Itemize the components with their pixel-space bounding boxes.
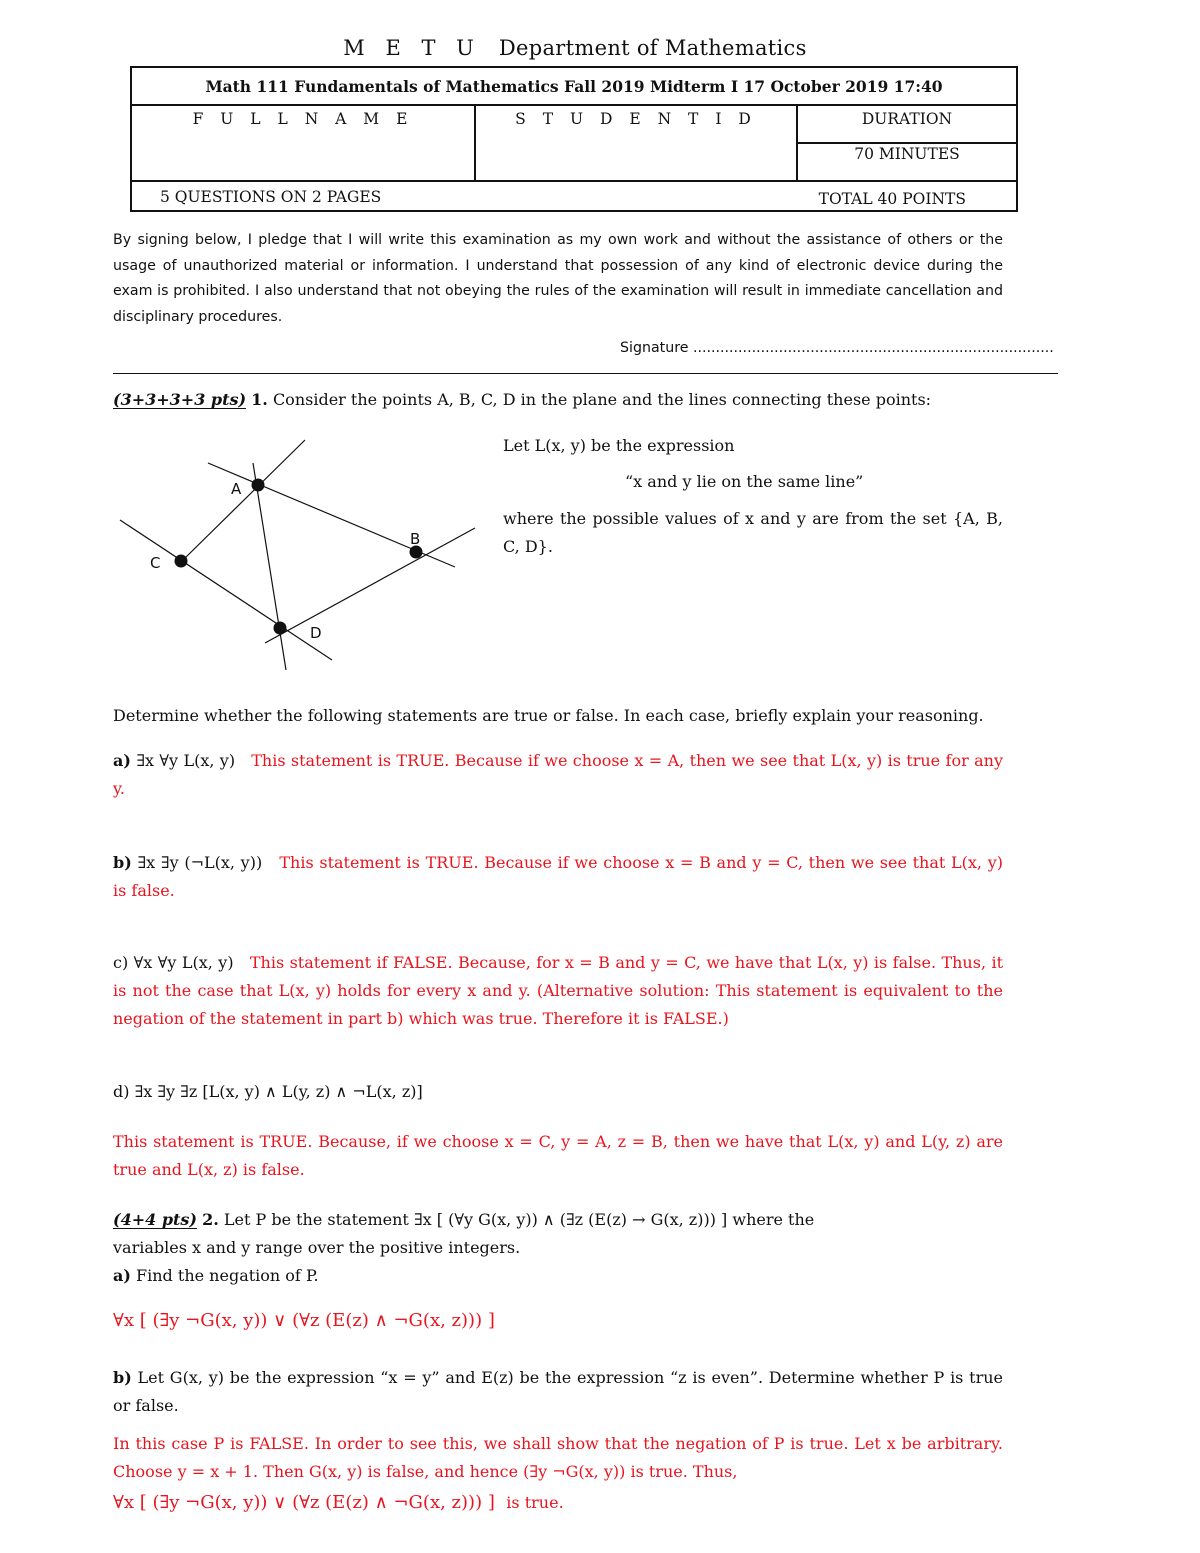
part-1b-statement: ∃x ∃y (¬L(x, y)) bbox=[137, 853, 263, 872]
line-ac bbox=[183, 440, 305, 560]
part-1c bbox=[113, 949, 1003, 1033]
label-a: A bbox=[231, 480, 242, 498]
honor-pledge: By signing below, I pledge that I will write this examination as my own work and without the assistance of others or the usage of unauthorized material or information. I understand that possession of any kind of electronic device during the exam is prohibited. I also understand that not obeying the rules of the examination will result in immediate cancellation and disciplinary procedures. bbox=[113, 232, 1003, 325]
part-2b-question: Let G(x, y) be the expression “x = y” and E(z) be the expression “z is even”. Determine whether P is true or false. bbox=[113, 1368, 1004, 1415]
part-1c-label: c) bbox=[113, 953, 129, 972]
duration-divider bbox=[798, 142, 1016, 144]
question-2-text-start: Let P be the statement bbox=[223, 1210, 409, 1229]
full-name-label: F U L L N A M E bbox=[192, 110, 414, 128]
questions-info: 5 QUESTIONS ON 2 PAGES bbox=[160, 188, 382, 206]
question-2-points: (4+4 pts) bbox=[113, 1210, 197, 1229]
part-1c-statement: ∀x ∀y L(x, y) bbox=[133, 953, 234, 972]
part-1d-answer: This statement is TRUE. Because, if we choose x = C, y = A, z = B, then we have that L(x, y) and L(y, z) are true and L(x, z) is false. bbox=[113, 1132, 1003, 1179]
definition-quote: “x and y lie on the same line” bbox=[625, 472, 864, 491]
part-2b-answer-2: ∀x [ (∃y ¬G(x, y)) ∨ (∀z (E(z) ∧ ¬G(x, z))) ] bbox=[113, 1492, 495, 1513]
part-2b-answer-3: is true. bbox=[506, 1493, 564, 1512]
question-1-points: (3+3+3+3 pts) bbox=[113, 390, 247, 409]
question-2-text-end: where the bbox=[732, 1210, 815, 1229]
summary-row bbox=[132, 182, 1016, 212]
exam-info-table bbox=[130, 66, 1018, 212]
question-2-prompt bbox=[113, 1206, 1003, 1234]
question-2-number: 2. bbox=[202, 1210, 219, 1229]
info-row bbox=[132, 104, 1016, 182]
total-points: TOTAL 40 POINTS bbox=[818, 190, 966, 208]
duration-cell bbox=[798, 104, 1016, 180]
course-line: Math 111 Fundamentals of Mathematics Fall 2019 Midterm I 17 October 2019 17:40 bbox=[132, 68, 1016, 106]
point-c bbox=[175, 555, 188, 568]
part-2a-question: Find the negation of P. bbox=[136, 1266, 319, 1285]
question-1-text: Consider the points A, B, C, D in the plane and the lines connecting these points: bbox=[272, 390, 932, 409]
part-1a-answer: This statement is TRUE. Because if we choose x = A, then we see that L(x, y) is true for any y. bbox=[113, 751, 1003, 798]
question-1-prompt bbox=[113, 386, 1013, 414]
part-2b-label: b) bbox=[113, 1368, 132, 1387]
line-cd bbox=[120, 520, 332, 660]
section-divider bbox=[113, 373, 1058, 374]
formula-p: ∃x [ (∀y G(x, y)) ∧ (∃z (E(z) → G(x, z))) ] bbox=[413, 1210, 728, 1229]
student-id-label: S T U D E N T I D bbox=[515, 110, 757, 128]
points-lines-figure bbox=[100, 430, 490, 680]
definition-line-1: Let L(x, y) be the expression bbox=[503, 436, 735, 455]
full-name-cell bbox=[132, 104, 476, 180]
label-c: C bbox=[150, 554, 161, 572]
part-1b-label: b) bbox=[113, 853, 132, 872]
label-d: D bbox=[310, 624, 322, 642]
point-d bbox=[274, 622, 287, 635]
page-header bbox=[0, 36, 1150, 60]
point-a bbox=[252, 479, 265, 492]
signature-line: Signature ................................................................................ bbox=[620, 340, 1054, 356]
label-b: B bbox=[410, 530, 421, 548]
student-id-cell bbox=[476, 104, 798, 180]
part-1d-label: d) bbox=[113, 1082, 130, 1101]
part-1d-statement: ∃x ∃y ∃z [L(x, y) ∧ L(y, z) ∧ ¬L(x, z)] bbox=[134, 1082, 423, 1101]
university-acronym: M E T U bbox=[343, 36, 481, 60]
part-1a-statement: ∃x ∀y L(x, y) bbox=[136, 751, 236, 770]
definition-line-3: where the possible values of x and y are from the set {A, B, C, D}. bbox=[503, 509, 1003, 556]
question-1-number: 1. bbox=[251, 390, 268, 409]
part-2a-answer: ∀x [ (∃y ¬G(x, y)) ∨ (∀z (E(z) ∧ ¬G(x, z))) ] bbox=[113, 1310, 495, 1331]
part-2b-answer-line bbox=[113, 1492, 1003, 1513]
part-1b bbox=[113, 849, 1003, 905]
line-bd bbox=[265, 528, 475, 643]
part-2a-label: a) bbox=[113, 1266, 131, 1285]
part-2a bbox=[113, 1262, 1003, 1290]
question-1-instruction: Determine whether the following statements are true or false. In each case, briefly explain your reasoning. bbox=[113, 706, 984, 725]
part-2b-answer-1: In this case P is FALSE. In order to see this, we shall show that the negation of P is true. Let x be arbitrary. Choose y = x + 1. Then G(x, y) is false, and hence (∃y ¬G(x, y)) is true. Thus, bbox=[113, 1434, 1003, 1481]
part-1a bbox=[113, 747, 1003, 803]
part-1a-label: a) bbox=[113, 751, 131, 770]
part-1b-answer: This statement is TRUE. Because if we choose x = B and y = C, then we see that L(x, y) is false. bbox=[113, 853, 1004, 900]
part-2b bbox=[113, 1364, 1003, 1420]
question-2-line-2: variables x and y range over the positive integers. bbox=[113, 1238, 521, 1257]
duration-value: 70 MINUTES bbox=[854, 145, 960, 163]
part-1d bbox=[113, 1078, 1003, 1106]
department-name: Department of Mathematics bbox=[498, 36, 807, 60]
duration-label: DURATION bbox=[861, 110, 953, 128]
part-1c-answer: This statement if FALSE. Because, for x = B and y = C, we have that L(x, y) is false. Thus, it is not the case that L(x, y) holds for every x and y. (Alternative solution: This statement is equivalent to the negation of the statement in part b) which was true. Therefore it is FALSE.) bbox=[113, 953, 1004, 1028]
